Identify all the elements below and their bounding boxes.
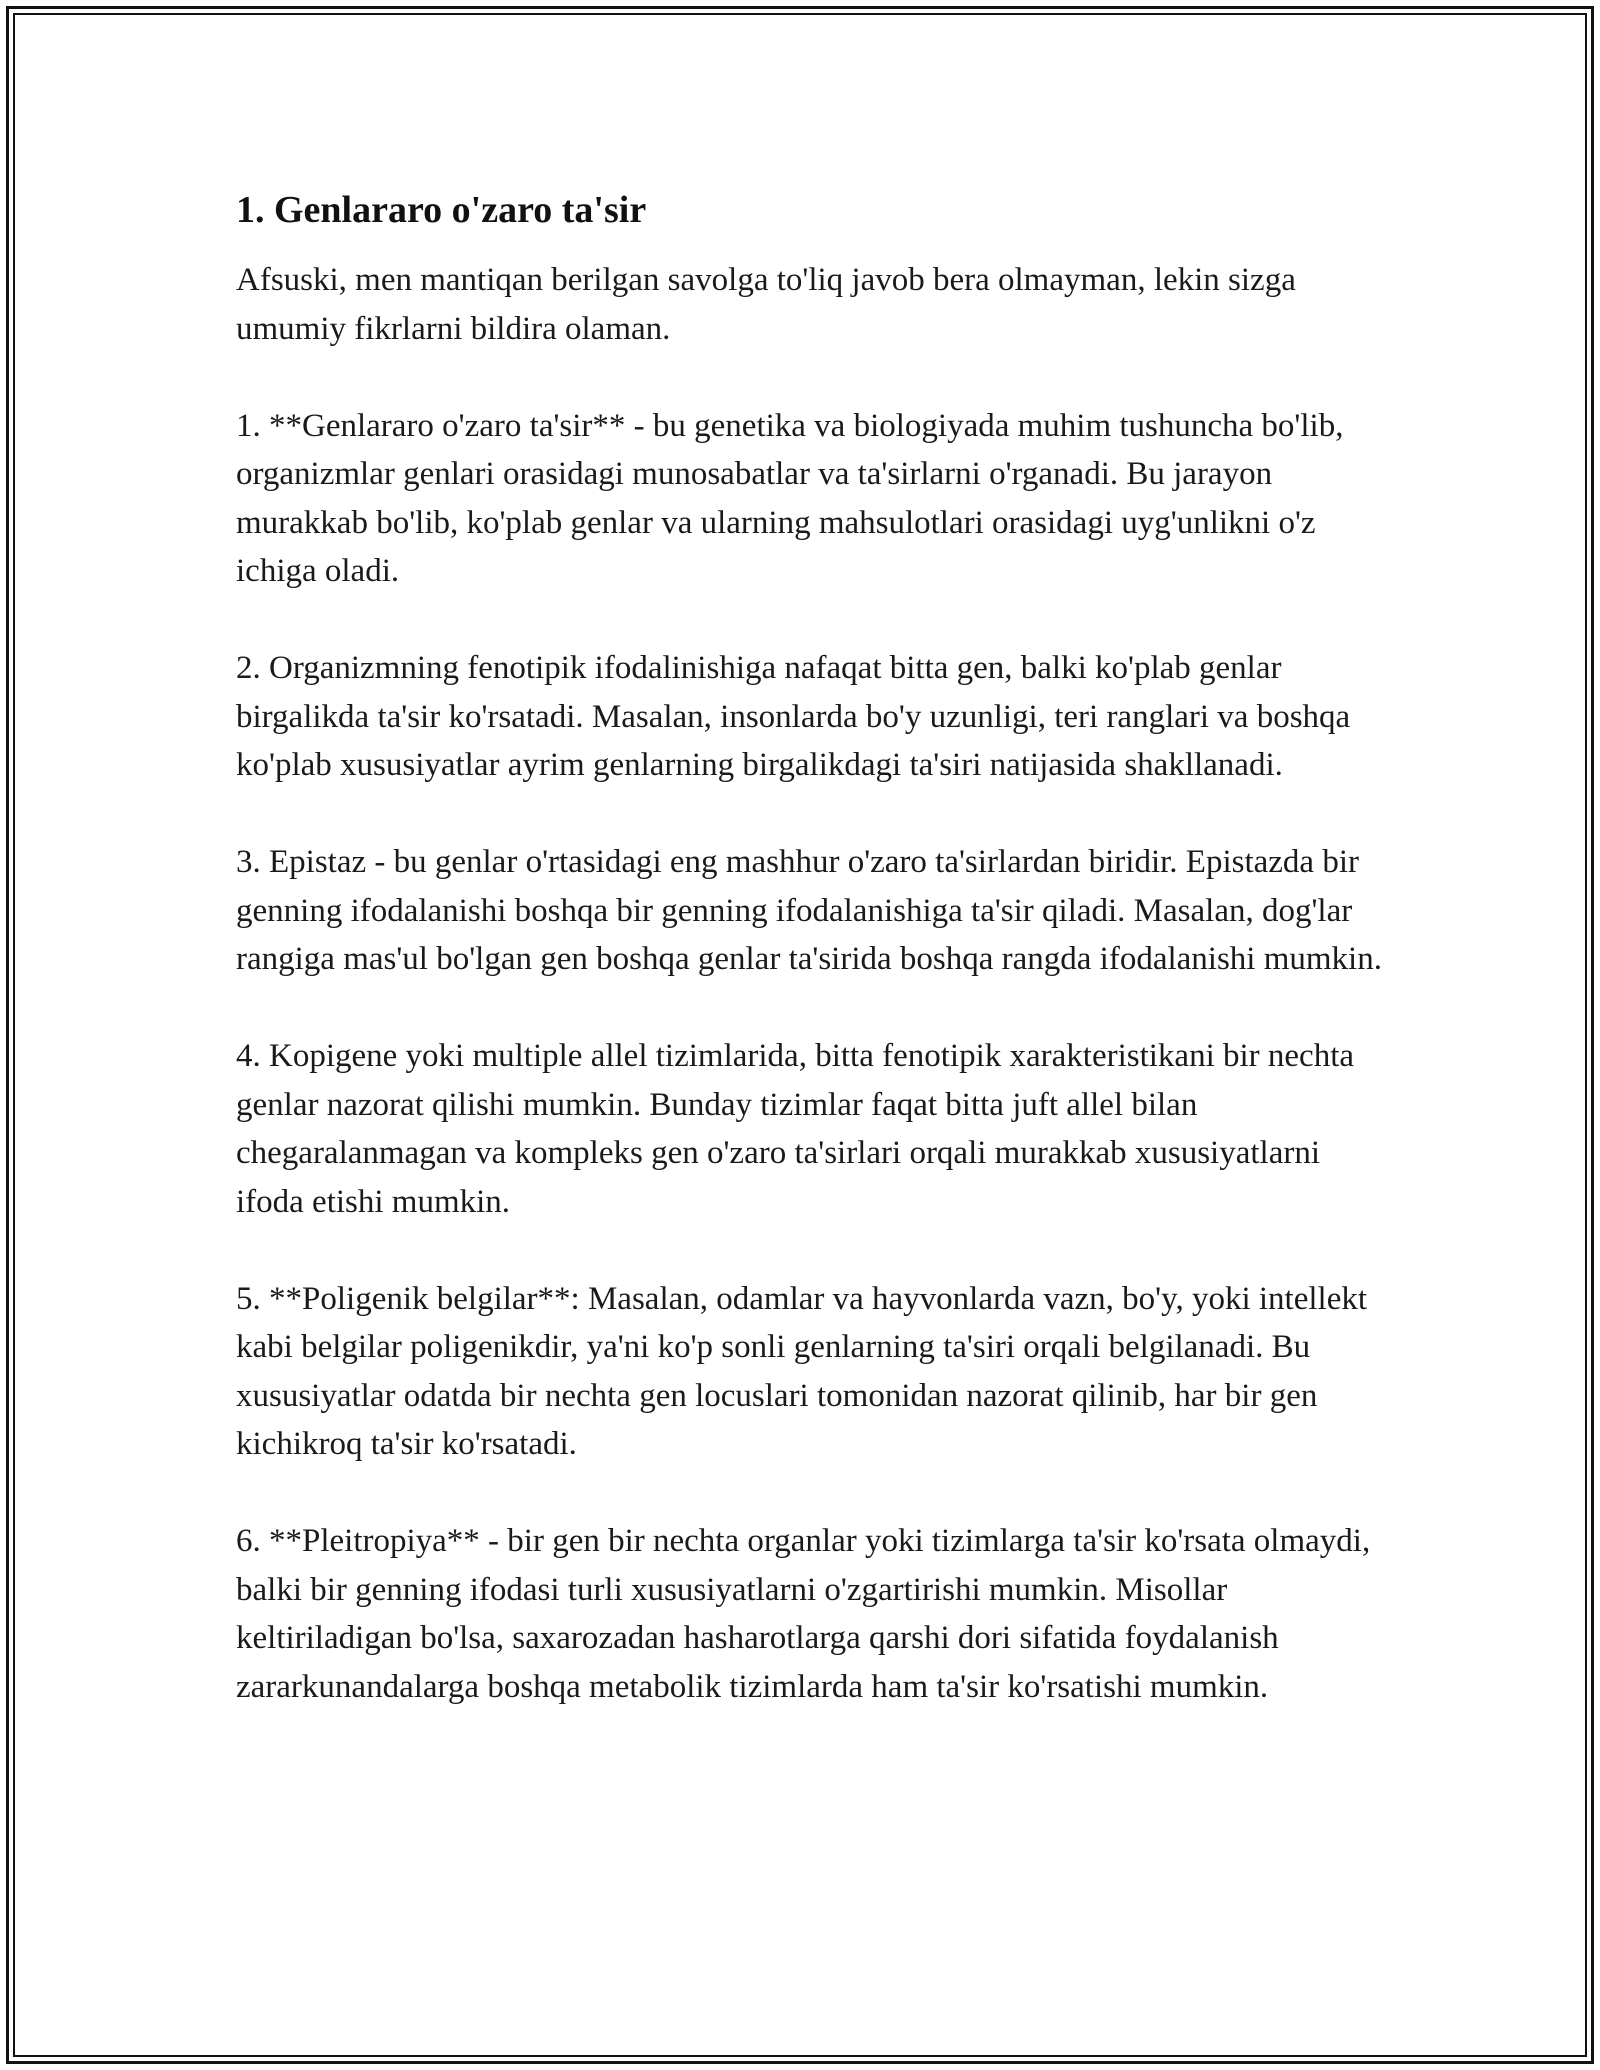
paragraph-item-4: 4. Kopigene yoki multiple allel tizimlarida, bitta fenotipik xarakteristikani bir nechta genlar nazorat qilishi mumkin. Bunday tizimlar faqat bitta juft allel bilan chegaralanmagan va kompleks gen o'zaro ta'sirlari orqali murakkab xususiyatlarni ifoda etishi mumkin. bbox=[236, 1038, 1355, 1220]
document-body bbox=[236, 186, 1386, 1760]
paragraph-intro: Afsuski, men mantiqan berilgan savolga to'liq javob bera olmayman, lekin sizga umumiy fikrlarni bildira olaman. bbox=[236, 262, 1296, 347]
paragraph-item-1: 1. **Genlararo o'zaro ta'sir** - bu genetika va biologiyada muhim tushuncha bo'lib, organizmlar genlari orasidagi munosabatlar va ta'sirlarni o'rganadi. Bu jarayon murakkab bo'lib, ko'plab genlar va ularning mahsulotlari orasidagi uyg'unlikni o'z ichiga oladi. bbox=[236, 407, 1344, 589]
paragraph-item-3: 3. Epistaz - bu genlar o'rtasidagi eng mashhur o'zaro ta'sirlardan biridir. Epistazda bir genning ifodalanishi boshqa bir genning ifodalanishiga ta'sir qiladi. Masalan, dog'lar rangiga mas'ul bo'lgan gen boshqa genlar ta'sirida boshqa rangda ifodalanishi mumkin. bbox=[236, 844, 1382, 977]
paragraph-item-6: 6. **Pleitropiya** - bir gen bir nechta organlar yoki tizimlarga ta'sir ko'rsata olmaydi, balki bir genning ifodasi turli xususiyatlarni o'zgartirishi mumkin. Misollar keltiriladigan bo'lsa, saxarozadan hasharotlarga qarshi dori sifatida foydalanish zararkunandalarga boshqa metabolik tizimlarda ham ta'sir ko'rsatishi mumkin. bbox=[236, 1523, 1371, 1705]
paragraph-item-2: 2. Organizmning fenotipik ifodalinishiga nafaqat bitta gen, balki ko'plab genlar birgalikda ta'sir ko'rsatadi. Masalan, insonlarda bo'y uzunligi, teri ranglari va boshqa ko'plab xususiyatlar ayrim genlarning birgalikdagi ta'siri natijasida shakllanadi. bbox=[236, 650, 1351, 783]
document-title: 1. Genlararo o'zaro ta'sir bbox=[236, 189, 647, 231]
paragraph-item-5: 5. **Poligenik belgilar**: Masalan, odamlar va hayvonlarda vazn, bo'y, yoki intellekt kabi belgilar poligenikdir, ya'ni ko'p sonli genlarning ta'siri orqali belgilanadi. Bu xususiyatlar odatda bir nechta gen locuslari tomonidan nazorat qilinib, har bir gen kichikroq ta'sir ko'rsatadi. bbox=[236, 1280, 1368, 1462]
